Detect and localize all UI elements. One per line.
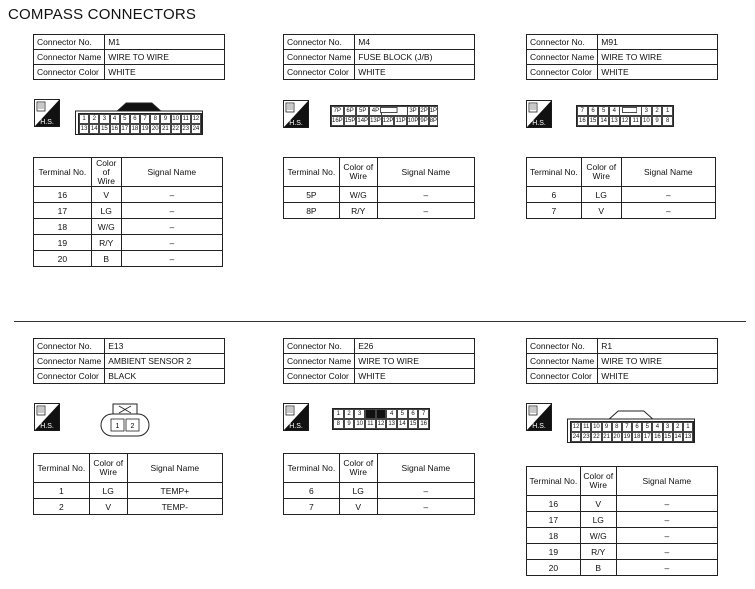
pin-cell: 12 xyxy=(572,424,580,430)
pin-cell: 6 xyxy=(408,409,419,419)
table-row xyxy=(284,483,475,499)
pin-cell: 12P xyxy=(382,118,394,124)
signal-name-header: Signal Name xyxy=(377,158,474,187)
pin-cell: 4P xyxy=(369,106,382,116)
pin-cell: 10 xyxy=(356,421,363,427)
wire-color-header-line1: Color of xyxy=(93,458,124,468)
connector-no-label: Connector No. xyxy=(284,339,355,354)
signal-name-cell: – xyxy=(121,235,222,251)
pin-cell: 9 xyxy=(652,116,663,126)
pin-cell: 15 xyxy=(664,434,671,440)
pin-cell: 15 xyxy=(409,421,417,427)
terminal-no-cell: 17 xyxy=(527,512,581,528)
pin-cell: 15 xyxy=(589,118,597,124)
hs-icon xyxy=(34,403,60,431)
hs-icon xyxy=(283,100,309,128)
pin-cell: 2 xyxy=(89,114,99,124)
pin-cell: 21 xyxy=(162,126,169,132)
connector-latch xyxy=(380,107,398,113)
terminal-no-cell: 18 xyxy=(34,219,92,235)
connector-color-label: Connector Color xyxy=(34,369,105,384)
hs-icon xyxy=(283,403,309,431)
connector-name-label: Connector Name xyxy=(527,354,598,369)
signal-name-cell: – xyxy=(616,496,717,512)
wire-color-cell: R/Y xyxy=(339,203,377,219)
connector-no-value: E13 xyxy=(105,339,225,354)
terminal-no-cell: 20 xyxy=(527,560,581,576)
wire-color-cell: LG xyxy=(581,187,621,203)
connector-name-value: AMBIENT SENSOR 2 xyxy=(105,354,225,369)
pin-cell: 13 xyxy=(684,434,692,440)
pin-cell: 10 xyxy=(172,116,179,122)
wire-color-header xyxy=(580,467,616,496)
table-row xyxy=(284,187,475,203)
pin-cell: 7 xyxy=(577,106,588,116)
pin-cell: 1 xyxy=(683,422,693,432)
terminal-table-2 xyxy=(526,157,716,219)
pin-cell: 5P xyxy=(356,106,369,116)
terminal-table-0 xyxy=(33,157,223,267)
pin-cell: 4 xyxy=(652,422,662,432)
hs-label: H.S. xyxy=(289,423,303,430)
signal-name-cell: – xyxy=(616,512,717,528)
pin-cell: 18 xyxy=(633,434,641,440)
pin-cell: 22 xyxy=(593,434,600,440)
table-row xyxy=(34,235,223,251)
connector-no-label: Connector No. xyxy=(527,339,598,354)
pin-cell: 14 xyxy=(600,118,607,124)
wire-color-header-line2: Wire xyxy=(97,175,115,186)
pin-cell: 2 xyxy=(673,422,683,432)
connector-color-value: BLACK xyxy=(105,369,225,384)
terminal-no-cell: 19 xyxy=(34,235,92,251)
wire-color-header xyxy=(89,454,127,483)
terminal-no-cell: 1 xyxy=(34,483,90,499)
table-row xyxy=(527,187,716,203)
signal-name-header: Signal Name xyxy=(621,158,715,187)
section-divider xyxy=(14,321,746,322)
connector-latch xyxy=(622,107,637,113)
connector-no-value: E26 xyxy=(355,339,475,354)
hs-label: H.S. xyxy=(532,423,546,430)
pin-cell: 4 xyxy=(609,106,620,116)
pin-cell: 3P xyxy=(407,106,420,116)
pin-label: 1 xyxy=(115,423,120,430)
terminal-no-header: Terminal No. xyxy=(34,158,92,187)
signal-name-cell: TEMP+ xyxy=(127,483,222,499)
wire-color-header-line2: Wire xyxy=(589,480,607,490)
signal-name-header: Signal Name xyxy=(127,454,222,483)
signal-name-cell: – xyxy=(121,187,222,203)
table-row xyxy=(34,203,223,219)
connector-name-value: WIRE TO WIRE xyxy=(598,354,718,369)
terminal-table-3 xyxy=(33,453,223,515)
pin-cell: 5 xyxy=(598,106,609,116)
pin-cell: 13 xyxy=(80,126,88,132)
pin-cell: 13 xyxy=(388,421,395,427)
table-row xyxy=(34,483,223,499)
pin-cell: 1 xyxy=(662,106,673,116)
signal-name-header: Signal Name xyxy=(377,454,474,483)
pin-cell: 10 xyxy=(642,118,650,124)
pin-cell: 13 xyxy=(610,118,618,124)
wire-color-cell: R/Y xyxy=(91,235,121,251)
connector-color-value: WHITE xyxy=(598,369,718,384)
table-row xyxy=(527,512,718,528)
pin-cell: 12 xyxy=(192,116,200,122)
pin-cell: 8P xyxy=(429,118,438,124)
table-row xyxy=(34,219,223,235)
terminal-table-1 xyxy=(283,157,475,219)
pin-cell: 8 xyxy=(612,422,622,432)
table-row xyxy=(527,544,718,560)
pin-cell: 16P xyxy=(332,118,343,124)
signal-name-cell: – xyxy=(121,203,222,219)
wire-color-header-line1: Color of xyxy=(96,157,117,177)
pin-cell: 3 xyxy=(641,106,652,116)
pin-cell: 6 xyxy=(632,422,642,432)
wire-color-header-line2: Wire xyxy=(592,171,610,181)
connector-name-label: Connector Name xyxy=(34,50,105,65)
terminal-no-cell: 7 xyxy=(527,203,582,219)
terminal-table-4 xyxy=(283,453,475,515)
signal-name-header: Signal Name xyxy=(616,467,717,496)
pin-cell: 24 xyxy=(192,126,200,132)
connector-name-label: Connector Name xyxy=(34,354,105,369)
wire-color-cell: LG xyxy=(339,483,377,499)
hs-icon xyxy=(526,403,552,431)
connector-name-value: WIRE TO WIRE xyxy=(355,354,475,369)
connector-info-1 xyxy=(283,34,475,80)
wire-color-header-line1: Color of xyxy=(343,162,374,172)
wire-color-cell: V xyxy=(339,499,377,515)
terminal-no-cell: 5P xyxy=(284,187,340,203)
terminal-no-cell: 18 xyxy=(527,528,581,544)
connector-no-value: M1 xyxy=(105,35,225,50)
terminal-no-cell: 2 xyxy=(34,499,90,515)
pin-cell: 17 xyxy=(121,126,129,132)
pin-cell: 6P xyxy=(344,106,357,116)
connector-pin-grid xyxy=(332,408,430,430)
wire-color-cell: R/Y xyxy=(580,544,616,560)
wire-color-header xyxy=(91,158,121,187)
terminal-table-5 xyxy=(526,466,718,576)
wire-color-cell: LG xyxy=(91,203,121,219)
pin-cell: 7 xyxy=(622,422,632,432)
table-row xyxy=(527,528,718,544)
wire-color-header xyxy=(581,158,621,187)
connector-info-3 xyxy=(33,338,225,384)
terminal-no-cell: 16 xyxy=(34,187,92,203)
pin-cell: 5 xyxy=(120,114,130,124)
pin-cell: 22 xyxy=(172,126,179,132)
pin-cell: 10 xyxy=(593,424,600,430)
pin-cell: 11 xyxy=(182,116,189,122)
connector-name-value: WIRE TO WIRE xyxy=(598,50,718,65)
connector-color-label: Connector Color xyxy=(34,65,105,80)
pin-cell: 14 xyxy=(90,126,98,132)
connector-name-value: WIRE TO WIRE xyxy=(105,50,225,65)
pin-cell: 14 xyxy=(674,434,682,440)
pin-cell: 3 xyxy=(354,409,365,419)
wire-color-cell: V xyxy=(580,496,616,512)
connector-color-label: Connector Color xyxy=(284,65,355,80)
pin-cell: 16 xyxy=(578,118,586,124)
signal-name-cell: – xyxy=(616,544,717,560)
wire-color-cell: V xyxy=(89,499,127,515)
connector-color-value: WHITE xyxy=(105,65,225,80)
wire-color-cell: LG xyxy=(580,512,616,528)
connector-no-value: M91 xyxy=(598,35,718,50)
connector-name-value: FUSE BLOCK (J/B) xyxy=(355,50,475,65)
terminal-no-cell: 16 xyxy=(527,496,581,512)
pin-cell: 3 xyxy=(99,114,109,124)
terminal-no-header: Terminal No. xyxy=(284,158,340,187)
table-row xyxy=(34,499,223,515)
wire-color-header-line2: Wire xyxy=(349,467,367,477)
pin-cell: 19 xyxy=(141,126,149,132)
connector-no-label: Connector No. xyxy=(34,339,105,354)
pin-cell: 5 xyxy=(397,409,408,419)
signal-name-cell: – xyxy=(621,187,715,203)
wire-color-cell: V xyxy=(91,187,121,203)
pin-cell: 17 xyxy=(643,434,651,440)
connector-no-label: Connector No. xyxy=(284,35,355,50)
hs-label: H.S. xyxy=(40,423,54,430)
pin-cell: 2P xyxy=(420,108,428,114)
terminal-no-cell: 8P xyxy=(284,203,340,219)
pin-cell: 19 xyxy=(623,434,631,440)
signal-name-cell: – xyxy=(377,203,474,219)
signal-name-cell: – xyxy=(121,219,222,235)
terminal-no-cell: 7 xyxy=(284,499,340,515)
signal-name-cell: – xyxy=(377,187,474,203)
pin-cell: 18 xyxy=(131,126,139,132)
pin-cell: 7 xyxy=(140,114,150,124)
pin-cell: 21 xyxy=(603,434,610,440)
wire-color-cell: W/G xyxy=(580,528,616,544)
table-row xyxy=(284,203,475,219)
pin-cell: 1 xyxy=(79,114,89,124)
pin-cell: 16 xyxy=(654,434,661,440)
pin-cell: 7P xyxy=(331,106,344,116)
wire-color-cell: W/G xyxy=(339,187,377,203)
wire-color-header-line1: Color of xyxy=(586,162,617,172)
pin-cell: 23 xyxy=(182,126,190,132)
pin-label: 2 xyxy=(130,423,135,430)
pin-cell: 8 xyxy=(150,114,160,124)
table-row xyxy=(527,560,718,576)
connector-color-label: Connector Color xyxy=(284,369,355,384)
signal-name-cell: – xyxy=(621,203,715,219)
connector-name-label: Connector Name xyxy=(284,50,355,65)
pin-cell: 11P xyxy=(395,118,406,124)
connector-pin-grid xyxy=(78,113,202,135)
connector-name-label: Connector Name xyxy=(527,50,598,65)
pin-cell: 15 xyxy=(101,126,108,132)
connector-no-value: M4 xyxy=(355,35,475,50)
pin-cell: 8 xyxy=(662,116,673,126)
terminal-no-header: Terminal No. xyxy=(34,454,90,483)
pin-cell: 8 xyxy=(333,419,344,429)
table-row xyxy=(527,496,718,512)
terminal-no-header: Terminal No. xyxy=(284,454,340,483)
pin-cell: 15P xyxy=(344,118,356,124)
pin-cell: 10P xyxy=(407,118,419,124)
table-row xyxy=(34,187,223,203)
pin-cell: 7 xyxy=(418,409,429,419)
wire-color-cell: V xyxy=(581,203,621,219)
connector-no-value: R1 xyxy=(598,339,718,354)
terminal-no-header: Terminal No. xyxy=(527,158,582,187)
terminal-no-cell: 20 xyxy=(34,251,92,267)
wire-color-header xyxy=(339,454,377,483)
pin-cell: 20 xyxy=(151,126,159,132)
connector-color-value: WHITE xyxy=(355,369,475,384)
pin-cell xyxy=(365,409,376,419)
terminal-no-cell: 17 xyxy=(34,203,92,219)
hs-icon xyxy=(526,100,552,128)
connector-color-value: WHITE xyxy=(598,65,718,80)
connector-info-4 xyxy=(283,338,475,384)
pin-cell: 13P xyxy=(370,118,381,124)
connector-info-5 xyxy=(526,338,718,384)
connector-color-value: WHITE xyxy=(355,65,475,80)
pin-cell: 9 xyxy=(602,422,612,432)
table-row xyxy=(527,203,716,219)
pin-cell: 2 xyxy=(344,409,355,419)
connector-color-label: Connector Color xyxy=(527,369,598,384)
wire-color-header xyxy=(339,158,377,187)
wire-color-cell: B xyxy=(580,560,616,576)
pin-cell: 16 xyxy=(111,126,118,132)
signal-name-cell: – xyxy=(377,499,474,515)
signal-name-cell: – xyxy=(121,251,222,267)
signal-name-cell: TEMP- xyxy=(127,499,222,515)
connector-pin-grid xyxy=(570,421,694,443)
pin-cell: 11 xyxy=(365,419,376,429)
connector-color-label: Connector Color xyxy=(527,65,598,80)
pin-cell: 9P xyxy=(420,118,428,124)
wire-color-header-line2: Wire xyxy=(99,467,117,477)
pin-cell: 11 xyxy=(583,424,590,430)
pin-cell: 14 xyxy=(398,421,406,427)
signal-name-header: Signal Name xyxy=(121,158,222,187)
hs-label: H.S. xyxy=(289,120,303,127)
pin-cell: 12 xyxy=(377,421,385,427)
pin-cell: 5 xyxy=(642,422,652,432)
signal-name-cell: – xyxy=(616,560,717,576)
pin-cell: 6 xyxy=(588,106,599,116)
pin-cell: 9 xyxy=(344,419,355,429)
pin-cell: 9 xyxy=(160,114,170,124)
wire-color-cell: B xyxy=(91,251,121,267)
terminal-no-cell: 19 xyxy=(527,544,581,560)
pin-cell: 12 xyxy=(621,118,629,124)
connector-face-e13 xyxy=(97,403,153,439)
pin-cell: 4 xyxy=(110,114,120,124)
hs-label: H.S. xyxy=(532,120,546,127)
pin-cell: 16 xyxy=(420,421,427,427)
wire-color-header-line1: Color of xyxy=(343,458,374,468)
pin-cell: 23 xyxy=(582,434,590,440)
signal-name-cell: – xyxy=(616,528,717,544)
wire-color-header-line2: Wire xyxy=(349,171,367,181)
connector-no-label: Connector No. xyxy=(527,35,598,50)
pin-cell: 2 xyxy=(652,106,663,116)
page-title: COMPASS CONNECTORS xyxy=(8,6,197,23)
terminal-no-cell: 6 xyxy=(284,483,340,499)
pin-cell: 11 xyxy=(630,116,641,126)
terminal-no-cell: 6 xyxy=(527,187,582,203)
table-row xyxy=(284,499,475,515)
hs-icon xyxy=(34,99,60,127)
connector-info-2 xyxy=(526,34,718,80)
terminal-no-header: Terminal No. xyxy=(527,467,581,496)
pin-cell: 1P xyxy=(429,108,438,114)
pin-cell xyxy=(376,409,387,419)
wire-color-cell: W/G xyxy=(91,219,121,235)
wire-color-cell: LG xyxy=(89,483,127,499)
table-row xyxy=(34,251,223,267)
connector-no-label: Connector No. xyxy=(34,35,105,50)
pin-cell: 14P xyxy=(357,118,369,124)
pin-cell: 24 xyxy=(572,434,580,440)
pin-cell: 20 xyxy=(613,434,621,440)
connector-name-label: Connector Name xyxy=(284,354,355,369)
pin-cell: 4 xyxy=(386,409,397,419)
connector-info-0 xyxy=(33,34,225,80)
hs-label: H.S. xyxy=(40,119,54,126)
wire-color-header-line1: Color of xyxy=(583,471,614,481)
pin-cell: 3 xyxy=(663,422,673,432)
pin-cell: 6 xyxy=(130,114,140,124)
pin-cell: 1 xyxy=(333,409,344,419)
signal-name-cell: – xyxy=(377,483,474,499)
